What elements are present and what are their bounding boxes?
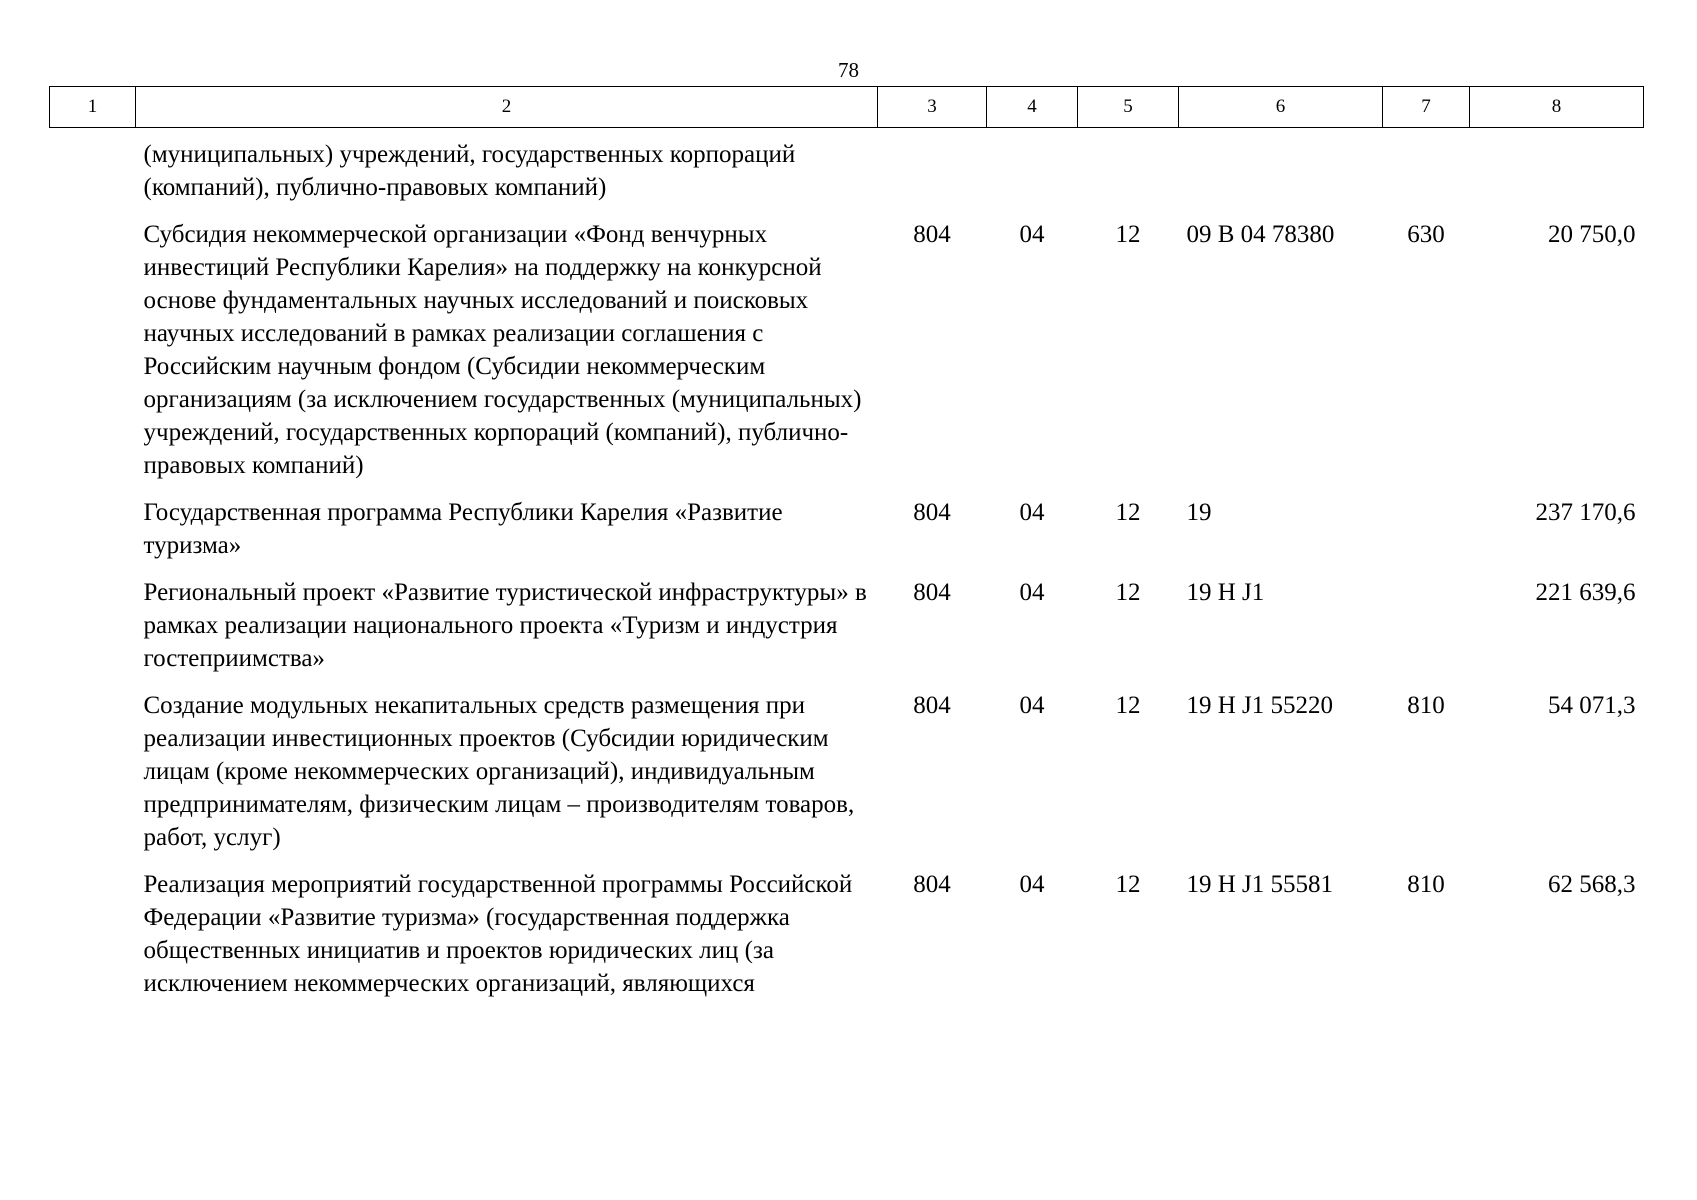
table-row [50, 562, 1644, 675]
table-header [50, 87, 1644, 128]
target-article-code: 19 Н J1 55220 [1186, 692, 1334, 719]
table-row [50, 675, 1644, 854]
subsection-code: 12 [1115, 499, 1141, 526]
section-code: 04 [1019, 221, 1045, 248]
header-row [50, 87, 1644, 128]
row-description: Создание модульных некапитальных средств размещения при реализации инвестиционных проектов (Субсидии юридическим лицам (кроме некоммерческих организаций), индивидуальным предпринимателям, физическим лицам – производителям товаров, работ, услуг) [143, 692, 855, 851]
table-row [50, 854, 1644, 1000]
amount [1470, 128, 1644, 205]
ministry-code: 804 [913, 871, 951, 898]
amount: 237 170,6 [1535, 499, 1636, 526]
expense-type-code: 810 [1407, 871, 1445, 898]
expense-type-code: 630 [1407, 221, 1445, 248]
target-article-code: 19 Н J1 55581 [1186, 871, 1334, 898]
subsection-code: 12 [1115, 871, 1141, 898]
subsection-code [1078, 128, 1179, 205]
page-number: 78 [838, 58, 859, 82]
row-description: Субсидия некоммерческой организации «Фонд венчурных инвестиций Республики Карелия» на поддержку на конкурсной основе фундаментальных научных исследований и поисковых научных исследований в рамках реализации соглашения с Российским научным фондом (Субсидии некоммерческим организациям (за исключением государственных (муниципальных) учреждений, государственных корпораций (компаний), публично-правовых компаний) [143, 221, 862, 479]
section-code: 04 [1019, 871, 1045, 898]
section-code: 04 [1019, 579, 1045, 606]
row-description: Реализация мероприятий государственной программы Российской Федерации «Развитие туризма» (государственная поддержка общественных инициатив и проектов юридических лиц (за исключением некоммерческих организаций, являющихся [143, 871, 853, 997]
target-article-code: 09 В 04 78380 [1186, 221, 1335, 248]
table-row [50, 204, 1644, 482]
table-body [50, 128, 1644, 1001]
column-header-2: 2 [136, 87, 878, 128]
row-number-cell [50, 128, 136, 205]
expense-type-code [1383, 482, 1470, 562]
row-description: Региональный проект «Развитие туристической инфраструктуры» в рамках реализации национального проекта «Туризм и индустрия гостеприимства» [143, 579, 867, 672]
column-header-5: 5 [1078, 87, 1179, 128]
row-description: (муниципальных) учреждений, государственных корпораций (компаний), публично-правовых компаний) [143, 141, 796, 201]
table-row [50, 482, 1644, 562]
target-article-code: 19 [1186, 499, 1212, 526]
row-number-cell [50, 482, 136, 562]
column-header-8: 8 [1470, 87, 1644, 128]
ministry-code [878, 128, 987, 205]
amount: 54 071,3 [1548, 692, 1636, 719]
amount: 221 639,6 [1535, 579, 1636, 606]
section-code: 04 [1019, 499, 1045, 526]
column-header-1: 1 [50, 87, 136, 128]
column-header-3: 3 [878, 87, 987, 128]
target-article-code: 19 Н J1 [1186, 579, 1265, 606]
row-description: Государственная программа Республики Карелия «Развитие туризма» [143, 499, 783, 559]
column-header-6: 6 [1179, 87, 1383, 128]
section-code [987, 128, 1078, 205]
subsection-code: 12 [1115, 579, 1141, 606]
subsection-code: 12 [1115, 692, 1141, 719]
amount: 20 750,0 [1548, 221, 1636, 248]
amount: 62 568,3 [1548, 871, 1636, 898]
budget-table [49, 86, 1644, 1000]
row-number-cell [50, 854, 136, 1000]
expense-type-code [1383, 128, 1470, 205]
ministry-code: 804 [913, 579, 951, 606]
subsection-code: 12 [1115, 221, 1141, 248]
target-article-code [1179, 128, 1383, 205]
expense-type-code [1383, 562, 1470, 675]
row-number-cell [50, 204, 136, 482]
ministry-code: 804 [913, 499, 951, 526]
column-header-4: 4 [987, 87, 1078, 128]
row-number-cell [50, 562, 136, 675]
expense-type-code: 810 [1407, 692, 1445, 719]
row-number-cell [50, 675, 136, 854]
section-code: 04 [1019, 692, 1045, 719]
table-row [50, 128, 1644, 205]
ministry-code: 804 [913, 221, 951, 248]
column-header-7: 7 [1383, 87, 1470, 128]
ministry-code: 804 [913, 692, 951, 719]
